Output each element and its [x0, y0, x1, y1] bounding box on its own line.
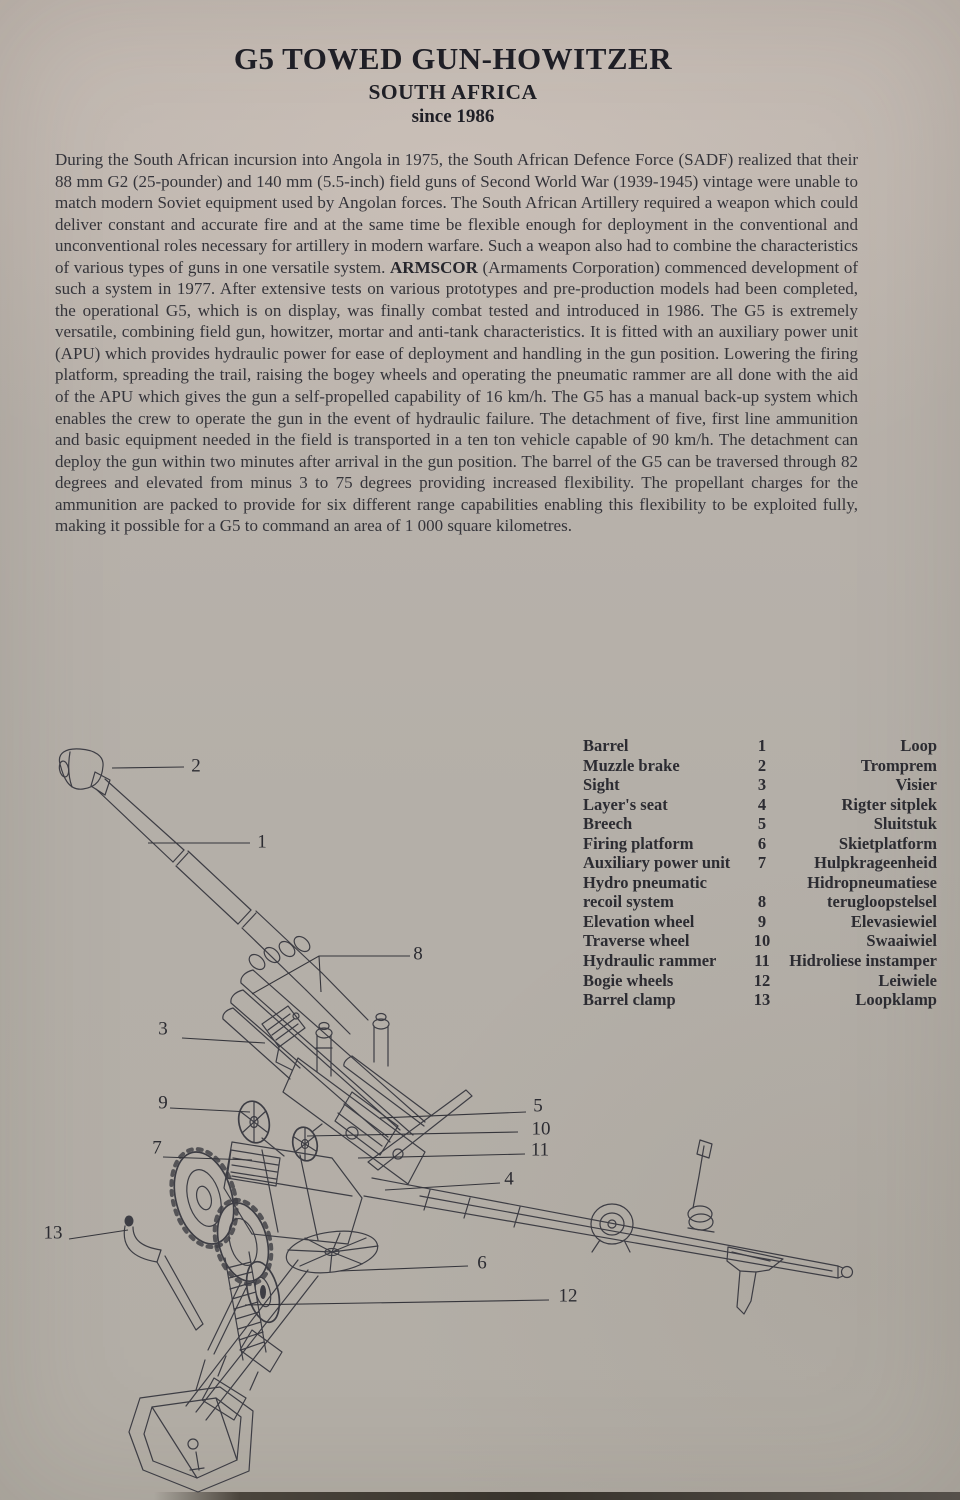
- firing-platform-folded-drawing: [129, 1360, 253, 1492]
- glossary-afrikaans-term: Loop: [900, 736, 937, 755]
- callout-line: [112, 767, 184, 768]
- bogie-wheels-drawing: [161, 1142, 280, 1291]
- glossary-english-term: Barrel clamp: [583, 990, 676, 1010]
- glossary-afrikaans-term: Skietplatform: [838, 833, 937, 853]
- glossary-row: [583, 892, 937, 912]
- callout-line: [319, 956, 321, 992]
- glossary-number: 13: [753, 990, 771, 1010]
- glossary-number: 2: [757, 755, 767, 775]
- barrel-clamp-drawing: [124, 1216, 203, 1331]
- glossary-row: [583, 951, 937, 971]
- callout-line: [245, 1300, 549, 1305]
- callout-line: [340, 1266, 468, 1271]
- glossary-afrikaans-term: Elevasiewiel: [850, 911, 937, 931]
- callout-line: [358, 1154, 525, 1158]
- glossary-english-term: Firing platform: [583, 833, 694, 853]
- callout-label: 9: [158, 1092, 168, 1114]
- glossary-row: [583, 912, 937, 932]
- glossary-row: [583, 873, 937, 893]
- glossary-afrikaans-term: terugloopstelsel: [827, 892, 937, 912]
- glossary-english-term: Auxiliary power unit: [583, 853, 731, 873]
- glossary-english-term: Hydro pneumatic: [583, 872, 707, 892]
- callout-line: [385, 1183, 500, 1190]
- glossary-english-term: Breech: [583, 814, 633, 834]
- glossary-number: 6: [757, 833, 767, 853]
- glossary-afrikaans-term: Hidroliese instamper: [789, 951, 937, 971]
- glossary-afrikaans-term: Tromprem: [860, 755, 937, 775]
- callout-layer: [44, 756, 578, 1307]
- glossary-afrikaans-term: Swaaiwiel: [866, 931, 937, 951]
- traverse-wheel-drawing: [290, 1124, 322, 1163]
- glossary-english-term: Elevation wheel: [583, 911, 695, 931]
- callout-line: [170, 1108, 250, 1112]
- callout-line: [307, 1132, 518, 1136]
- track-column-drawing: [225, 1252, 285, 1360]
- since-label: since 1986: [411, 106, 495, 127]
- glossary-afrikaans-term: Rigter sitplek: [841, 794, 937, 814]
- glossary-afrikaans-term: Leiwiele: [878, 970, 937, 990]
- sight-drawing: [262, 1006, 305, 1070]
- recoil-system-drawing: [223, 934, 425, 1142]
- callout-line: [380, 1112, 526, 1118]
- callout-line: [182, 1038, 265, 1043]
- glossary-row: [583, 834, 937, 854]
- glossary-afrikaans-term: Loopklamp: [855, 990, 937, 1010]
- glossary-number: 10: [753, 931, 771, 951]
- callout-line: [252, 956, 410, 994]
- glossary-row: [583, 990, 937, 1010]
- body-paragraph: [55, 149, 858, 537]
- callout-label: 10: [531, 1118, 551, 1140]
- glossary-row: [583, 853, 937, 873]
- glossary-number: 9: [757, 911, 767, 931]
- glossary-row: [583, 756, 937, 776]
- glossary-row: [583, 931, 937, 951]
- glossary-number: 3: [757, 775, 767, 795]
- elevation-wheel-drawing: [235, 1098, 284, 1156]
- callout-label: 12: [558, 1285, 578, 1307]
- callout-label: 11: [530, 1139, 550, 1161]
- glossary-afrikaans-term: Hidropneumatiese: [807, 872, 937, 892]
- glossary-number: 12: [753, 970, 771, 990]
- firing-platform-fan-drawing: [284, 1226, 381, 1278]
- glossary-row: [583, 971, 937, 991]
- cradle-breech-drawing: [283, 1014, 432, 1185]
- glossary-english-term: Layer's seat: [583, 794, 668, 814]
- glossary-english-term: Hydraulic rammer: [583, 951, 717, 971]
- page-subtitle: SOUTH AFRICA: [368, 80, 538, 104]
- callout-label: 3: [158, 1018, 168, 1040]
- glossary-number: 1: [757, 736, 767, 755]
- callout-label: 6: [477, 1252, 487, 1274]
- callout-label: 5: [533, 1095, 543, 1117]
- glossary-english-term: Bogie wheels: [583, 970, 674, 990]
- callout-label: 8: [413, 943, 423, 965]
- glossary: [583, 736, 937, 1010]
- barrel-drawing: [96, 779, 368, 1034]
- glossary-number: 7: [757, 853, 767, 873]
- glossary-afrikaans-term: Visier: [895, 775, 937, 795]
- carriage-drawing: [224, 1142, 362, 1244]
- callout-label: 1: [257, 831, 267, 853]
- glossary-afrikaans-term: Sluitstuk: [873, 814, 937, 834]
- callout-line: [163, 1157, 252, 1160]
- page-title: G5 TOWED GUN-HOWITZER: [233, 41, 673, 76]
- callout-line: [69, 1230, 128, 1239]
- glossary-english-term: Barrel: [583, 736, 629, 755]
- bottom-edge-shadow: [0, 1492, 960, 1500]
- glossary-row: [583, 736, 937, 756]
- glossary-english-term: Traverse wheel: [583, 931, 690, 951]
- right-trail-drawing: [364, 1140, 853, 1314]
- glossary-english-term: Sight: [583, 775, 620, 795]
- muzzle-brake-drawing: [58, 749, 110, 795]
- left-trail-drawing: [186, 1260, 318, 1420]
- callout-label: 13: [43, 1222, 63, 1244]
- glossary-row: [583, 814, 937, 834]
- glossary-english-term: recoil system: [583, 892, 674, 912]
- glossary-number: 11: [754, 951, 770, 971]
- callout-label: 2: [191, 755, 201, 777]
- glossary-number: [745, 873, 779, 893]
- rammer-drawing: [368, 1090, 472, 1170]
- glossary-row: [583, 795, 937, 815]
- title-block: [0, 42, 906, 128]
- armscor-bold: ARMSCOR: [390, 257, 478, 277]
- callout-label: 7: [152, 1137, 162, 1159]
- glossary-number: 5: [757, 814, 767, 834]
- glossary-number: 4: [757, 794, 767, 814]
- body-paragraph-part2: (Armaments Corporation) commenced development of such a system in 1977. After extensive tests on various prototypes and pre-production models had been completed, the operational G5, which is on display, was finally combat tested and introduced in 1986. The G5 is extremely versatile, combining field gun, howitzer, mortar and anti-tank characteristics. It is fitted with an auxiliary power unit (APU) which provides hydraulic power for ease of deployment and handling in the gun position. Lowering the firing platform, spreading the trail, raising the bogey wheels and operating the pneumatic rammer are all done with the aid of the APU which gives the gun a self-propelled capability of 16 km/h. The G5 has a manual back-up system which enables the crew to operate the gun in the event of hydraulic failure. The detachment of five, first line ammunition and basic equipment needed in the field is transported in a ten ton vehicle capable of 90 km/h. The detachment can deploy the gun within two minutes after arrival in the gun position. The barrel of the G5 can be traversed through 82 degrees and elevated from minus 3 to 75 degrees providing increased flexibility. The propellant charges for the ammunition are packed to provide for six different range capabilities enabling this flexibility to be exploited fully, making it possible for a G5 to command an area of 1 000 square kilometres.: [55, 257, 858, 536]
- glossary-row: [583, 775, 937, 795]
- glossary-number: 8: [757, 892, 767, 912]
- body-paragraph-part1: During the South African incursion into Angola in 1975, the South African Defence Force (SADF) realized that their 88 mm G2 (25-pounder) and 140 mm (5.5-inch) field guns of Second World War (1939-1945) vintage were unable to match modern Soviet equipment used by Angolan forces. The South African Artillery required a weapon which could deliver constant and accurate fire and at the same time be flexible enough for deployment in the conventional and unconventional roles necessary for artillery in modern warfare. Such a weapon also had to combine the characteristics of various types of guns in one versatile system.: [55, 150, 858, 277]
- callout-label: 4: [504, 1168, 514, 1190]
- glossary-afrikaans-term: Hulpkrageenheid: [814, 853, 937, 873]
- glossary-english-term: Muzzle brake: [583, 755, 680, 775]
